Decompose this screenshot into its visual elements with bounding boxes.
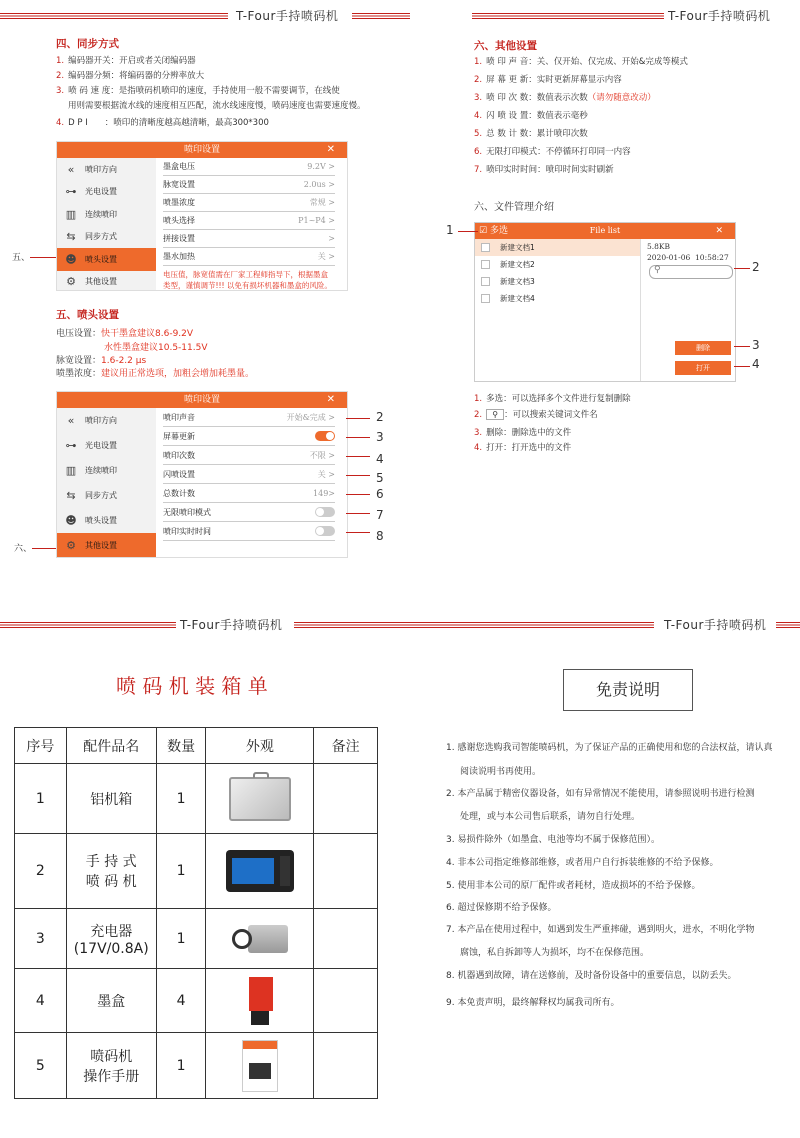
col-header: 备注 (314, 728, 378, 764)
setting-row-flash[interactable]: 闪喷设置 关 > (163, 465, 335, 484)
table-row: 1 铝机箱 1 (15, 764, 378, 834)
section6-line: 7. 喷印实时时间：喷印时间实时刷新 (474, 165, 614, 175)
sidebar-item-nozzle[interactable]: ☻ 喷头设置 (57, 248, 156, 271)
setting-row-screen-update[interactable]: 屏幕更新 (163, 427, 335, 446)
callout-number: 3 (752, 338, 760, 352)
chevrons-left-icon: « (67, 414, 75, 427)
continuous-icon: ▥ (65, 464, 77, 477)
list-item[interactable]: 新建文档3 (475, 273, 640, 290)
voltage-line-2: 水性墨盒建议10.5-11.5V (104, 343, 208, 353)
nozzle-icon: ☻ (65, 252, 77, 266)
continuous-icon: ▥ (65, 207, 77, 221)
sidebar-item-photo[interactable]: ⊶ 光电设置 (57, 181, 156, 204)
list-item[interactable]: 新建文档1 (475, 239, 640, 256)
disclaimer-line: 8. 机器遇到故障，请在送修前，及时备份设备中的重要信息，以防丢失。 (446, 971, 737, 981)
printer-image (226, 850, 294, 892)
checkbox[interactable] (481, 243, 490, 252)
file-size: 5.8KB (647, 242, 671, 251)
table-row: 4 墨盒 4 (15, 969, 378, 1033)
setting-row-sound[interactable]: 喷印声音 开始&完成 > (163, 408, 335, 427)
setting-row-realtime[interactable]: 喷印实时时间 (163, 522, 335, 541)
setting-row[interactable]: 墨水加热 关 > (163, 248, 335, 266)
callout-line (734, 346, 750, 347)
sidebar-item-continuous[interactable]: ▥ 连续喷印 (57, 203, 156, 226)
header-stripe-right (472, 13, 664, 19)
table-row: 2 手 持 式 喷 码 机 1 (15, 834, 378, 909)
setting-row[interactable]: 喷墨浓度 常规 > (163, 194, 335, 212)
list-item[interactable]: 新建文档4 (475, 290, 640, 307)
sidebar-item-print-direction[interactable]: « 喷印方向 (57, 408, 156, 433)
voltage-line: 电压设置：快干墨盒建议8.6-9.2V (56, 329, 194, 339)
sensor-icon: ⊶ (65, 185, 77, 199)
disclaimer-line: 1. 感谢您选购我司智能喷码机，为了保证产品的正确使用和您的合法权益，请认真 (446, 743, 773, 753)
list-item[interactable]: 新建文档2 (475, 256, 640, 273)
file-list (475, 239, 641, 381)
callout-number: 2 (752, 260, 760, 274)
sensor-icon: ⊶ (65, 439, 77, 452)
manual-image (242, 1040, 278, 1092)
packing-title: 喷 码 机 装 箱 单 (116, 674, 268, 698)
disclaimer-line: 6. 超过保修期不给予保修。 (446, 903, 557, 913)
file-date: 2020-01-06 10:58:27 (647, 253, 729, 262)
density-line: 喷墨浓度：建议用正常选项，加粗会增加耗墨量。 (56, 369, 255, 379)
callout-number: 8 (376, 529, 384, 543)
section6-line: 3. 喷 印 次 数：数值表示次数（请勿随意改动） (474, 93, 656, 103)
callout-number: 5 (376, 471, 384, 485)
pulse-line: 脉宽设置：1.6-2.2 μs (56, 356, 147, 366)
charger-image (230, 919, 290, 959)
callout-number: 3 (376, 430, 384, 444)
disclaimer-line: 阅读说明书再使用。 (460, 767, 542, 777)
callout-number: 7 (376, 508, 384, 522)
nozzle-icon: ☻ (65, 514, 77, 527)
setting-row[interactable]: 脉宽设置 2.0us > (163, 176, 335, 194)
callout-line (346, 513, 370, 514)
checkbox-icon: ☑ (479, 226, 490, 236)
disclaimer-line: 7. 本产品在使用过程中，如遇到发生严重摔碰，遇到明火，进水，不明化学物 (446, 925, 755, 935)
sidebar-item-photo[interactable]: ⊶ 光电设置 (57, 433, 156, 458)
callout-line (346, 532, 370, 533)
callout-line (346, 437, 370, 438)
gear-icon: ⚙ (66, 539, 76, 552)
open-button[interactable]: 打开 (675, 361, 731, 375)
search-icon: ⚲ (654, 265, 661, 275)
section4-line: 用则需要根据流水线的速度相互匹配，流水线速度慢，喷码速度也需要速度慢。 (68, 101, 366, 111)
file-list-screen (474, 222, 736, 382)
screen2-header: 喷印设置 ✕ (57, 392, 347, 408)
sync-icon: ⇆ (66, 230, 76, 244)
pointer-line (32, 548, 56, 549)
setting-row[interactable]: 墨盒电压 9.2V > (163, 158, 335, 176)
brand-label-top-right: T-Four手持喷码机 (668, 9, 771, 23)
header-stripe-left (0, 622, 176, 628)
sidebar-item-sync[interactable]: ⇆ 同步方式 (57, 483, 156, 508)
multi-select-button[interactable]: ☑ 多选 (479, 226, 508, 236)
callout-number: 2 (376, 410, 384, 424)
section4-line: 3. 喷 码 速 度：是指喷码机喷印的速度，手持使用一般不需要调节，在线使 (56, 86, 340, 96)
print-settings-screen-2 (56, 391, 348, 558)
header-stripe-mid (294, 622, 654, 628)
disclaimer-title-box: 免责说明 (563, 669, 693, 711)
section6-line: 4. 闪 喷 设 置：数值表示毫秒 (474, 111, 588, 121)
setting-row-print-count[interactable]: 喷印次数 不限 > (163, 446, 335, 465)
gear-icon: ⚙ (66, 275, 76, 289)
packing-table (14, 727, 378, 1099)
sidebar-item-continuous[interactable]: ▥ 连续喷印 (57, 458, 156, 483)
checkbox[interactable] (481, 260, 490, 269)
aluminum-case-image (229, 777, 291, 821)
chevrons-left-icon: « (67, 162, 75, 176)
section6-line: 5. 总 数 计 数：累计喷印次数 (474, 129, 588, 139)
checkbox[interactable] (481, 277, 490, 286)
col-header: 数量 (156, 728, 206, 764)
realtime-toggle[interactable] (315, 526, 335, 536)
disclaimer-line: 9. 本免责声明，最终解释权均属我司所有。 (446, 998, 620, 1008)
screen1-sidebar (57, 158, 156, 290)
callout-line (458, 231, 478, 232)
col-header: 外观 (206, 728, 314, 764)
screen1-header: 喷印设置 ✕ (57, 142, 347, 158)
sidebar-item-other[interactable]: ⚙ 其他设置 (57, 271, 156, 292)
setting-row-total[interactable]: 总数计数 149> (163, 484, 335, 503)
disclaimer-line: 处理，或与本公司售后联系，请勿自行处理。 (460, 812, 641, 822)
sidebar-item-nozzle[interactable]: ☻ 喷头设置 (57, 508, 156, 533)
table-row: 5 喷码机 操作手册 1 (15, 1033, 378, 1099)
section4-line: 4. D P I ：喷印的清晰度越高越清晰，最高300*300 (56, 118, 269, 128)
table-header (15, 728, 378, 764)
callout-line (346, 418, 370, 419)
close-icon[interactable]: ✕ (715, 226, 723, 236)
ink-cartridge-image (245, 977, 275, 1025)
warning-text: 类型，谨慎调节!!! 以免有损坏机器和墨盒的风险。 (163, 281, 332, 290)
setting-row-infinite[interactable]: 无限喷印模式 (163, 503, 335, 522)
screen-update-toggle[interactable] (315, 431, 335, 441)
close-icon[interactable]: ✕ (326, 394, 335, 405)
header-stripe-mid (352, 13, 410, 19)
sidebar-item-other[interactable]: ⚙ 其他设置 (57, 533, 156, 558)
pointer-line (30, 257, 56, 258)
callout-number: 4 (376, 452, 384, 466)
search-icon: ⚲ (486, 409, 504, 420)
section6-line: 2. 屏 幕 更 新：实时更新屏幕显示内容 (474, 75, 622, 85)
section6-line: 1. 喷 印 声 音：关、仅开始、仅完成、开始&完成等模式 (474, 57, 688, 67)
callout-line (734, 268, 750, 269)
disclaimer-line: 5. 使用非本公司的原厂配件或者耗材，造成损坏的不给予保修。 (446, 881, 701, 891)
callout-line (346, 475, 370, 476)
file-note: 3. 删除：删除选中的文件 (474, 428, 572, 438)
sync-icon: ⇆ (66, 489, 76, 502)
screen2-settings (163, 408, 335, 541)
callout-line (734, 366, 750, 367)
section5-pointer: 五、 (12, 253, 31, 263)
file-note: 4. 打开：打开选中的文件 (474, 443, 572, 453)
section4-line: 1. 编码器开关：开启或者关闭编码器 (56, 56, 196, 66)
file-note: 1. 多选：可以选择多个文件进行复制删除 (474, 394, 631, 404)
header-stripe-right (776, 622, 800, 628)
screen1-settings (163, 158, 335, 291)
callout-number: 6 (376, 487, 384, 501)
section4-title: 四、同步方式 (56, 38, 119, 50)
warning-text: 电压值，脉宽值需在厂家工程师指导下，根据墨盒 (163, 270, 328, 279)
brand-label-mid: T-Four手持喷码机 (180, 618, 283, 632)
section6-title: 六、其他设置 (474, 40, 537, 52)
sidebar-item-print-direction[interactable]: « 喷印方向 (57, 158, 156, 181)
col-header: 配件品名 (66, 728, 156, 764)
disclaimer-line: 2. 本产品属于精密仪器设备，如有异常情况不能使用，请参照说明书进行检测 (446, 789, 755, 799)
callout-line (346, 494, 370, 495)
callout-number: 4 (752, 357, 760, 371)
setting-row[interactable]: 喷头选择 P1~P4 > (163, 212, 335, 230)
file-note: 2. ⚲ ：可以搜索关键词文件名 (474, 410, 598, 420)
section6-line: 6. 无限打印模式：不停循环打印同一内容 (474, 147, 631, 157)
screen2-sidebar (57, 408, 156, 557)
brand-label-top: T-Four手持喷码机 (236, 9, 339, 23)
disclaimer-line: 3. 易损件除外（如墨盒、电池等均不属于保修范围）。 (446, 835, 660, 845)
file-list-header: ☑ 多选 File list ✕ (475, 223, 735, 239)
disclaimer-line: 4. 非本公司指定维修部维修，或者用户自行拆装维修的不给予保修。 (446, 858, 719, 868)
brand-label-mid-right: T-Four手持喷码机 (664, 618, 767, 632)
col-header: 序号 (15, 728, 67, 764)
sidebar-item-sync[interactable]: ⇆ 同步方式 (57, 226, 156, 249)
disclaimer-line: 腐蚀，私自拆卸等人为损坏，均不在保修范围。 (460, 948, 650, 958)
print-settings-screen-1 (56, 141, 348, 291)
section5-title: 五、喷头设置 (56, 309, 119, 321)
delete-button[interactable]: 删除 (675, 341, 731, 355)
callout-line (346, 456, 370, 457)
checkbox[interactable] (481, 294, 490, 303)
table-row: 3 充电器 (17V/0.8A) 1 (15, 909, 378, 969)
close-icon[interactable]: ✕ (326, 144, 335, 155)
search-input[interactable] (649, 265, 733, 279)
header-stripe-left (0, 13, 228, 19)
file-section-title: 六、文件管理介绍 (474, 202, 554, 213)
infinite-mode-toggle[interactable] (315, 507, 335, 517)
section6-pointer: 六、 (14, 544, 33, 554)
setting-row[interactable]: 拼接设置 > (163, 230, 335, 248)
section4-line: 2. 编码器分频：将编码器的分辨率放大 (56, 71, 205, 81)
callout-number: 1 (446, 223, 454, 237)
